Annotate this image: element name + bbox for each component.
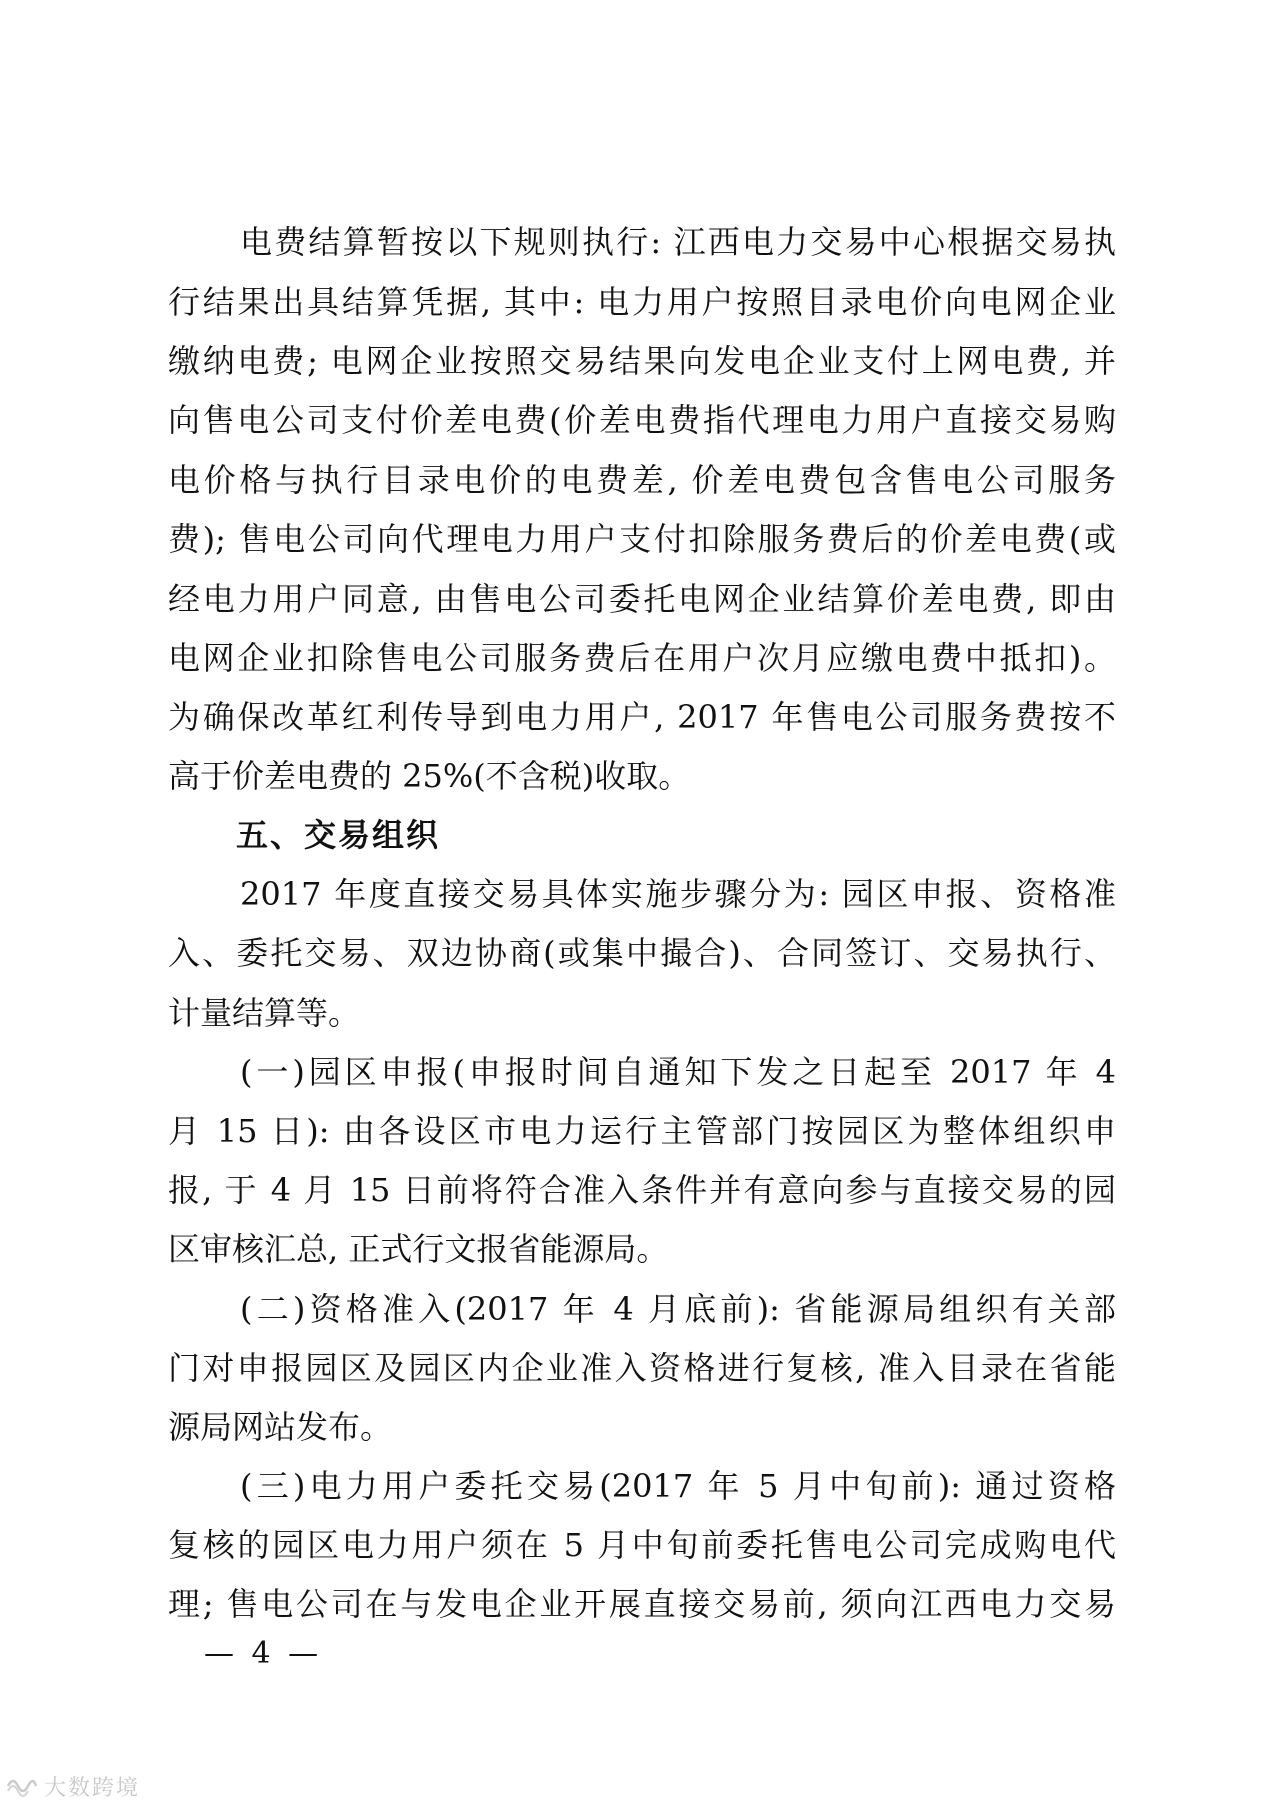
paragraph-line: 报, 于 4 月 15 日前将符合准入条件并有意向参与直接交易的园 xyxy=(168,1171,1116,1209)
paragraph-line: (三)电力用户委托交易(2017 年 5 月中旬前): 通过资格 xyxy=(240,1467,1116,1505)
paragraph-line: 理; 售电公司在与发电企业开展直接交易前, 须向江西电力交易 xyxy=(168,1585,1116,1623)
paragraph-line: 区审核汇总, 正式行文报省能源局。 xyxy=(168,1230,669,1268)
page-number: — 4 — xyxy=(204,1636,323,1671)
paragraph-line: 缴纳电费; 电网企业按照交易结果向发电企业支付上网电费, 并 xyxy=(168,342,1116,380)
paragraph-line: 源局网站发布。 xyxy=(168,1408,393,1446)
section-heading: 五、交易组织 xyxy=(236,816,441,854)
paragraph-line: 行结果出具结算凭据, 其中: 电力用户按照目录电价向电网企业 xyxy=(168,283,1116,321)
paragraph-line: 计量结算等。 xyxy=(168,994,361,1032)
paragraph-line: 2017 年度直接交易具体实施步骤分为: 园区申报、资格准 xyxy=(240,875,1116,913)
paragraph-line: 复核的园区电力用户须在 5 月中旬前委托售电公司完成购电代 xyxy=(168,1526,1116,1564)
paragraph-line: 月 15 日): 由各设区市电力运行主管部门按园区为整体组织申 xyxy=(168,1112,1116,1150)
paragraph-line: 费); 售电公司向代理电力用户支付扣除服务费后的价差电费(或 xyxy=(168,520,1116,558)
paragraph-line: 经电力用户同意, 由售电公司委托电网企业结算价差电费, 即由 xyxy=(168,580,1116,618)
paragraph-line: 电价格与执行目录电价的电费差, 价差电费包含售电公司服务 xyxy=(168,461,1116,499)
paragraph-line: 高于价差电费的 25%(不含税)收取。 xyxy=(168,757,691,795)
paragraph-line: 电费结算暂按以下规则执行: 江西电力交易中心根据交易执 xyxy=(240,223,1116,261)
paragraph-line: 为确保改革红利传导到电力用户, 2017 年售电公司服务费按不 xyxy=(168,698,1116,736)
paragraph-line: 入、委托交易、双边协商(或集中撮合)、合同签订、交易执行、 xyxy=(168,934,1116,972)
paragraph-line: (二)资格准入(2017 年 4 月底前): 省能源局组织有关部 xyxy=(240,1290,1116,1328)
paragraph-line: 门对申报园区及园区内企业准入资格进行复核, 准入目录在省能 xyxy=(168,1349,1116,1387)
paragraph-line: 向售电公司支付价差电费(价差电费指代理电力用户直接交易购 xyxy=(168,401,1116,439)
watermark-text: 大数跨境 xyxy=(44,1775,141,1801)
watermark xyxy=(4,1768,140,1804)
paragraph-line: 电网企业扣除售电公司服务费后在用户次月应缴电费中抵扣)。 xyxy=(168,639,1116,677)
sound-wave-logo-icon xyxy=(4,1773,38,1799)
paragraph-line: (一)园区申报(申报时间自通知下发之日起至 2017 年 4 xyxy=(240,1053,1116,1091)
